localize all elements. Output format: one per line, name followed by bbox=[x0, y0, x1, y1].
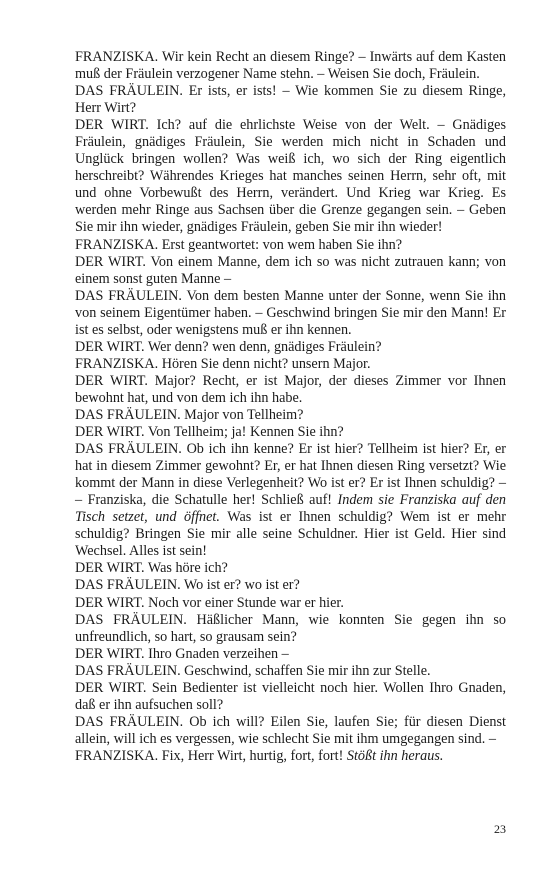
dialogue-text: FRANZISKA. Wir kein Recht an diesem Ringe? – Inwärts auf dem Kasten muß der Fräulein verzogener Name stehn. – Weisen Sie doch, Fräulein. bbox=[75, 49, 506, 83]
dialogue-text: DAS FRÄULEIN. Häßlicher Mann, wie konnten Sie gegen ihn so unfreundlich, so hart, so grausam sein? bbox=[75, 611, 506, 645]
dialogue-paragraph bbox=[75, 663, 506, 680]
dialogue-paragraph bbox=[75, 714, 506, 748]
dialogue-paragraph bbox=[75, 646, 506, 663]
dialogue-text: FRANZISKA. Hören Sie denn nicht? unsern Major. bbox=[75, 355, 371, 372]
dialogue-paragraph bbox=[75, 117, 506, 236]
dialogue-text: DAS FRÄULEIN. Wo ist er? wo ist er? bbox=[75, 577, 300, 594]
dialogue-paragraph bbox=[75, 441, 506, 560]
page-body bbox=[75, 49, 506, 765]
dialogue-text: DAS FRÄULEIN. Major von Tellheim? bbox=[75, 406, 304, 423]
dialogue-paragraph bbox=[75, 83, 506, 117]
dialogue-paragraph bbox=[75, 680, 506, 714]
dialogue-text: DAS FRÄULEIN. Ob ich ihn kenne? Er ist hier? Tellheim ist hier? Er, er hat in diesem Zimmer gewohnt? Er, er hat Ihnen diesen Ring versetzt? Wie kommt der Mann in diese Verlegenheit? Wo ist er? Er ist Ihnen schuldig? – – Franziska, die Schatulle her! Schließ auf! bbox=[75, 441, 506, 509]
dialogue-paragraph bbox=[75, 612, 506, 646]
dialogue-paragraph bbox=[75, 254, 506, 288]
dialogue-text: DER WIRT. Major? Recht, er ist Major, der dieses Zimmer vor Ihnen bewohnt hat, und von dem ich ihn habe. bbox=[75, 372, 506, 406]
dialogue-text: DER WIRT. Ihro Gnaden verzeihen – bbox=[75, 645, 289, 662]
dialogue-text: DER WIRT. Von einem Manne, dem ich so was nicht zutrauen kann; von einem sonst guten Manne – bbox=[75, 253, 506, 287]
dialogue-paragraph bbox=[75, 560, 506, 577]
dialogue-text: DAS FRÄULEIN. Geschwind, schaffen Sie mir ihn zur Stelle. bbox=[75, 662, 431, 679]
dialogue-paragraph bbox=[75, 356, 506, 373]
stage-direction: Indem sie Franziska auf den Tisch setzet, und öffnet. bbox=[75, 492, 506, 526]
dialogue-paragraph bbox=[75, 407, 506, 424]
dialogue-paragraph bbox=[75, 595, 506, 612]
dialogue-paragraph bbox=[75, 748, 506, 765]
stage-direction: Stößt ihn heraus. bbox=[346, 747, 444, 764]
dialogue-text: DAS FRÄULEIN. Ob ich will? Eilen Sie, laufen Sie; für diesen Dienst allein, will ich es vergessen, wie schlecht Sie mit ihm umgegangen sind. – bbox=[75, 713, 506, 747]
page-number: 23 bbox=[494, 822, 506, 836]
dialogue-text: FRANZISKA. Fix, Herr Wirt, hurtig, fort, fort! bbox=[75, 747, 347, 764]
dialogue-text: DER WIRT. Sein Bedienter ist vielleicht noch hier. Wollen Ihro Gnaden, daß er ihn aufsuchen soll? bbox=[75, 679, 506, 713]
dialogue-paragraph bbox=[75, 577, 506, 594]
dialogue-text: Was ist er Ihnen schuldig? Wem ist er mehr schuldig? Bringen Sie mir alle seine Schuldner. Hier ist Geld. Hier sind Wechsel. Alles ist sein! bbox=[75, 509, 506, 560]
dialogue-text: DER WIRT. Was höre ich? bbox=[75, 560, 228, 577]
dialogue-text: DER WIRT. Ich? auf die ehrlichste Weise von der Welt. – Gnädiges Fräulein, gnädiges Fräulein, Sie werden mich nicht in Schaden und Unglück bringen wollen? Was weiß ich, wo sich der Ring eigentlich herschreibt? Währendes Krieges hat manches seinen Herrn, sehr oft, mit und ohne Vorbewußt des Herrn, verändert. Und Krieg war Krieg. Es werden mehr Ringe aus Sachsen über die Grenze gegangen sein. – Geben Sie mir ihn wieder, gnädiges Fräulein, geben Sie mir ihn wieder! bbox=[75, 117, 506, 236]
dialogue-paragraph bbox=[75, 237, 506, 254]
dialogue-text: DAS FRÄULEIN. Von dem besten Manne unter der Sonne, wenn Sie ihn von seinem Eigentümer haben. – Geschwind bringen Sie mir den Mann! Er ist es selbst, oder wenigstens muß er ihn kennen. bbox=[75, 287, 506, 338]
dialogue-text: DER WIRT. Wer denn? wen denn, gnädiges Fräulein? bbox=[75, 338, 382, 355]
dialogue-paragraph bbox=[75, 339, 506, 356]
dialogue-text: DER WIRT. Von Tellheim; ja! Kennen Sie ihn? bbox=[75, 424, 344, 441]
dialogue-text: DER WIRT. Noch vor einer Stunde war er hier. bbox=[75, 594, 344, 611]
dialogue-text: DAS FRÄULEIN. Er ists, er ists! – Wie kommen Sie zu diesem Ringe, Herr Wirt? bbox=[75, 83, 506, 117]
dialogue-paragraph bbox=[75, 424, 506, 441]
dialogue-paragraph bbox=[75, 373, 506, 407]
dialogue-paragraph bbox=[75, 49, 506, 83]
dialogue-paragraph bbox=[75, 288, 506, 339]
dialogue-text: FRANZISKA. Erst geantwortet: von wem haben Sie ihn? bbox=[75, 236, 403, 253]
